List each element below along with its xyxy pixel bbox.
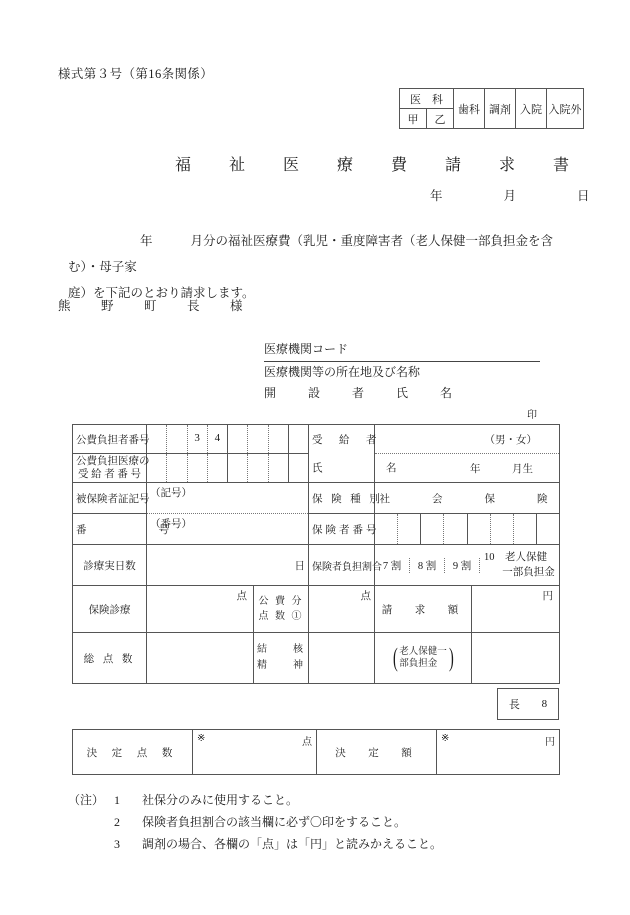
field-insured-symbol[interactable]: （記号） (147, 483, 309, 514)
label-insured-symbol: 被保険者証記号 (73, 483, 147, 514)
digit-grid-public-payer (147, 425, 308, 453)
field-public-recipient-digits[interactable] (147, 454, 309, 483)
category-table-row-top (400, 89, 584, 109)
label-recipient: 受 給 者 (309, 425, 375, 454)
digit-cell[interactable] (147, 425, 167, 453)
body-line1: 月分の福祉医療費（乳児・重度障害者（老人保健一部負担金を含む）・母子家 (68, 234, 554, 274)
label-burden-ratio: 保険者負担割合 (309, 545, 375, 586)
label-tuberculosis: 結 核 (257, 644, 305, 655)
digit-cell[interactable] (398, 514, 421, 544)
field-insurer-number-digits[interactable] (375, 514, 560, 545)
label-public-share-line2: 点 数 ① (258, 611, 304, 622)
label-insured-number: 番 号 (73, 514, 147, 545)
field-public-share-points[interactable]: 点 (309, 586, 375, 633)
notes-tag-spacer (68, 833, 114, 855)
option-elderly-copay-line2: 一部負担金 (502, 567, 555, 578)
page-title: 福 祉 医 療 費 請 求 書 (175, 157, 581, 174)
digit-grid-public-recipient (147, 454, 308, 482)
field-elderly-copay-amount[interactable] (471, 633, 559, 683)
tail-box-label: 長 (508, 699, 520, 711)
note-number: 3 (114, 837, 120, 851)
table-row-public-recipient (73, 454, 560, 483)
digit-grid-insurer-number (375, 514, 559, 544)
field-insured-number[interactable]: （番号） (147, 514, 309, 545)
digit-cell[interactable] (208, 454, 228, 482)
digit-cell[interactable] (248, 454, 268, 482)
digit-cell[interactable] (269, 454, 289, 482)
body-paragraph (68, 228, 572, 306)
table-row-insured-number (73, 514, 560, 545)
field-total-points[interactable] (147, 633, 253, 683)
body-year: 年 (140, 234, 153, 248)
note-number: 2 (114, 815, 120, 829)
notes-block (68, 789, 442, 855)
label-claim-amount: 請 求 額 (381, 604, 465, 616)
field-insurance-treatment-points[interactable]: 点 (236, 591, 247, 602)
digit-cell[interactable] (228, 454, 248, 482)
table-row-treatment-days (73, 545, 560, 586)
note-item (68, 811, 442, 833)
label-public-payer: 公費負担者番号 (73, 425, 147, 454)
decision-points-unit: 点 (302, 737, 312, 748)
digit-cell[interactable] (269, 425, 289, 453)
digit-cell[interactable] (375, 514, 398, 544)
cell-kou: 甲 (400, 109, 427, 129)
note-text: 調剤の場合、各欄の「点」は「円」と読みかえること。 (142, 837, 443, 851)
cell-elderly-copay-group (375, 633, 560, 684)
label-decision-amount: 決 定 額 (317, 730, 437, 775)
decision-points-star: ※ (197, 733, 206, 744)
digit-cell[interactable] (289, 425, 308, 453)
paren-open: ( (392, 643, 398, 672)
note-text: 保険者負担割合の該当欄に必ず〇印をすること。 (142, 815, 407, 829)
digit-cell[interactable] (147, 454, 167, 482)
institution-block (264, 340, 564, 405)
note-item (68, 789, 442, 811)
digit-cell[interactable] (228, 425, 248, 453)
digit-cell[interactable] (491, 514, 514, 544)
institution-address-label: 医療機関等の所在地及び名称 (264, 365, 421, 379)
table-row-public-payer (73, 425, 560, 454)
cell-insurance-treatment-points-group (147, 586, 309, 633)
table-row-decision (73, 730, 560, 775)
label-treatment-days: 診療実日数 (73, 545, 147, 586)
notes-tag: （注） (68, 793, 105, 807)
cell-claim-amount-group (375, 586, 560, 633)
label-decision-points: 決 定 点 数 (73, 730, 193, 775)
field-public-payer-digits[interactable] (147, 425, 309, 454)
paren-close: ) (448, 643, 454, 672)
option-ratio-80[interactable]: 8 割 (410, 558, 445, 573)
label-public-share-line1: 公 費 分 (258, 596, 304, 607)
label-insurance-treatment: 保険診療 (73, 586, 147, 633)
label-insurer-number: 保険者番号 (309, 514, 375, 545)
table-row-total-points (73, 633, 560, 684)
digit-cell[interactable] (468, 514, 491, 544)
cell-medical-group: 医 科 (400, 89, 454, 109)
cell-inpatient: 入院 (516, 89, 547, 129)
digit-cell[interactable]: 3 (188, 425, 208, 453)
digit-cell[interactable] (188, 454, 208, 482)
digit-cell[interactable]: 4 (208, 425, 228, 453)
addressee: 熊 野 町 長 様 (58, 299, 252, 313)
main-form-table (72, 424, 560, 684)
body-line2: 庭）を下記のとおり請求します。 (68, 286, 255, 300)
digit-cell[interactable] (421, 514, 444, 544)
decision-amount-unit: 円 (545, 737, 555, 748)
form-number: 様式第３号（第16条関係） (58, 67, 214, 81)
label-public-recipient (73, 454, 150, 483)
option-ratio-70[interactable]: 7 割 (375, 558, 410, 573)
value-insurance-type: 社 会 保 険 (375, 483, 560, 514)
notes-tag-spacer (68, 811, 114, 833)
digit-cell[interactable] (444, 514, 467, 544)
digit-cell[interactable] (167, 425, 187, 453)
table-row-insured-symbol (73, 483, 560, 514)
title-date-line: 年 月 日 (430, 189, 602, 203)
label-insurance-type: 保 険 種 別 (309, 483, 375, 514)
digit-cell[interactable] (248, 425, 268, 453)
digit-cell[interactable] (514, 514, 537, 544)
option-elderly-copay-line1: 10 老人保健 (484, 552, 547, 563)
field-decision-amount[interactable] (437, 730, 560, 775)
cell-total-points-group (147, 633, 309, 684)
label-public-recipient-line2: 受 給 者 番 号 (78, 469, 141, 480)
label-total-points: 総 点 数 (73, 633, 147, 684)
note-number: 1 (114, 793, 120, 807)
decision-table (72, 729, 560, 775)
category-table (399, 88, 584, 129)
label-public-recipient-line1: 公費負担医療の (76, 456, 150, 467)
label-elderly-copay (375, 633, 471, 683)
digit-cell[interactable] (167, 454, 187, 482)
label-public-share-points (253, 586, 308, 632)
label-elderly-copay-line2: 部負担金 (399, 659, 438, 669)
institution-owner-label: 開 設 者 氏 名 (264, 386, 463, 400)
cell-outpatient: 入院外 (547, 89, 584, 129)
cell-otsu: 乙 (427, 109, 454, 129)
tail-box-value: 8 (541, 698, 548, 710)
option-elderly-copay[interactable] (480, 550, 559, 580)
label-tb-mental (253, 633, 308, 683)
field-burden-ratio-options (375, 545, 560, 586)
field-birth-date[interactable]: 年 月生 (375, 454, 560, 483)
table-row-insurance-treatment (73, 586, 560, 633)
institution-code-label: 医療機関コード (264, 340, 540, 362)
label-mental: 精 神 (257, 660, 305, 671)
field-claim-amount[interactable]: 円 (471, 586, 559, 632)
decision-amount-star: ※ (441, 733, 450, 744)
note-text: 社保分のみに使用すること。 (142, 793, 299, 807)
field-tb-mental-points[interactable] (309, 633, 375, 684)
label-recipient-name: 氏 名 (309, 454, 375, 483)
option-ratio-90[interactable]: 9 割 (445, 558, 480, 573)
seal-icon: 印 (527, 410, 537, 421)
digit-cell[interactable] (289, 454, 308, 482)
cell-dental: 歯科 (454, 89, 485, 129)
field-gender[interactable]: （男・女） (375, 425, 560, 454)
field-decision-points[interactable] (193, 730, 317, 775)
note-item (68, 833, 442, 855)
digit-cell[interactable] (537, 514, 559, 544)
field-treatment-days[interactable]: 日 (147, 545, 309, 586)
tail-box (497, 688, 559, 720)
cell-dispensing: 調剤 (485, 89, 516, 129)
label-elderly-copay-line1: 老人保健一 (399, 647, 447, 657)
